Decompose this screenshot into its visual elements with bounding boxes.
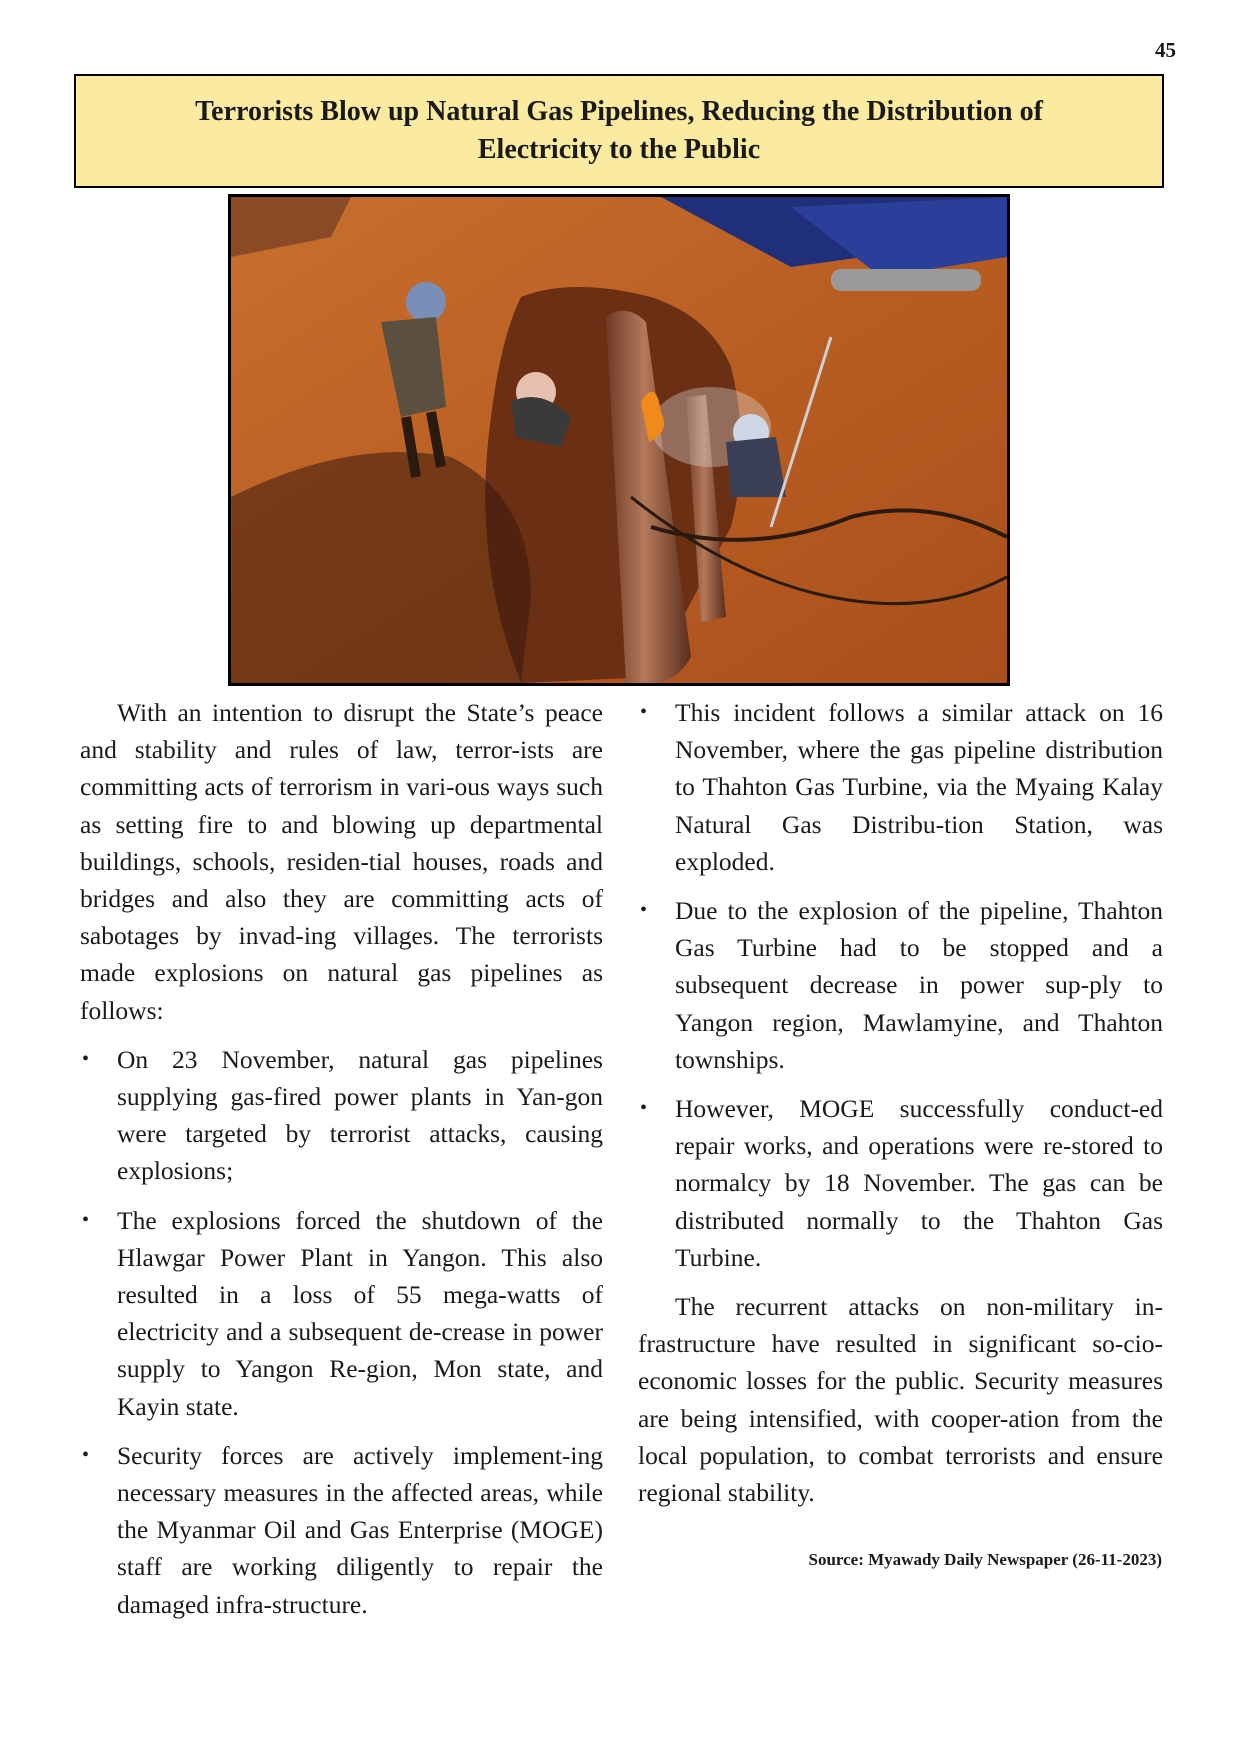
- left-column: [80, 694, 603, 1635]
- headline-line-1: Terrorists Blow up Natural Gas Pipelines, Reducing the Distribution of: [195, 96, 1043, 127]
- page-number: 45: [1155, 38, 1176, 62]
- photo-illustration: [231, 197, 1007, 683]
- headline-line-2: Electricity to the Public: [477, 134, 761, 165]
- list-item: • The explosions forced the shutdown of the Hlawgar Power Plant in Yangon. This also resulted in a loss of 55 mega-watts of electricity and a subsequent de-crease in power supply to Yangon Re-gion, Mon state, and Kayin state.: [80, 1202, 603, 1425]
- list-item: • Due to the explosion of the pipeline, Thahton Gas Turbine had to be stopped and a subsequent decrease in power sup-ply to Yangon region, Mawlamyine, and Thahton townships.: [638, 892, 1163, 1078]
- right-bullet-list: [638, 694, 1163, 1276]
- headline: [135, 93, 1103, 169]
- list-item: • This incident follows a similar attack on 16 November, where the gas pipeline distribution to Thahton Gas Turbine, via the Myaing Kalay Natural Gas Distribu-tion Station, was exploded.: [638, 694, 1163, 880]
- pipeline-repair-photo: [228, 194, 1010, 686]
- right-column: [638, 694, 1163, 1511]
- list-item: • Security forces are actively implement-ing necessary measures in the affected areas, while the Myanmar Oil and Gas Enterprise (MOGE) staff are working diligently to repair the damaged infra-structure.: [80, 1437, 603, 1623]
- list-item: • On 23 November, natural gas pipelines supplying gas-fired power plants in Yan-gon were targeted by terrorist attacks, causing explosions;: [80, 1041, 603, 1190]
- source-credit: Source: Myawady Daily Newspaper (26-11-2023): [808, 1550, 1162, 1569]
- closing-paragraph: The recurrent attacks on non-military in-frastructure have resulted in significant so-cio-economic losses for the public. Security measures are being intensified, with cooper-ation from the local population, to combat terrorists and ensure regional stability.: [638, 1292, 1163, 1508]
- left-bullet-list: [80, 1041, 603, 1623]
- list-item: • However, MOGE successfully conduct-ed repair works, and operations were re-stored to normalcy by 18 November. The gas can be distributed normally to the Thahton Gas Turbine.: [638, 1090, 1163, 1276]
- headline-box: [74, 74, 1164, 188]
- intro-paragraph: With an intention to disrupt the State’s peace and stability and rules of law, terror-ists are committing acts of terrorism in vari-ous ways such as setting fire to and blowing up departmental buildings, schools, residen-tial houses, roads and bridges and also they are committing acts of sabotages by invad-ing villages. The terrorists made explosions on natural gas pipelines as follows:: [80, 698, 603, 1025]
